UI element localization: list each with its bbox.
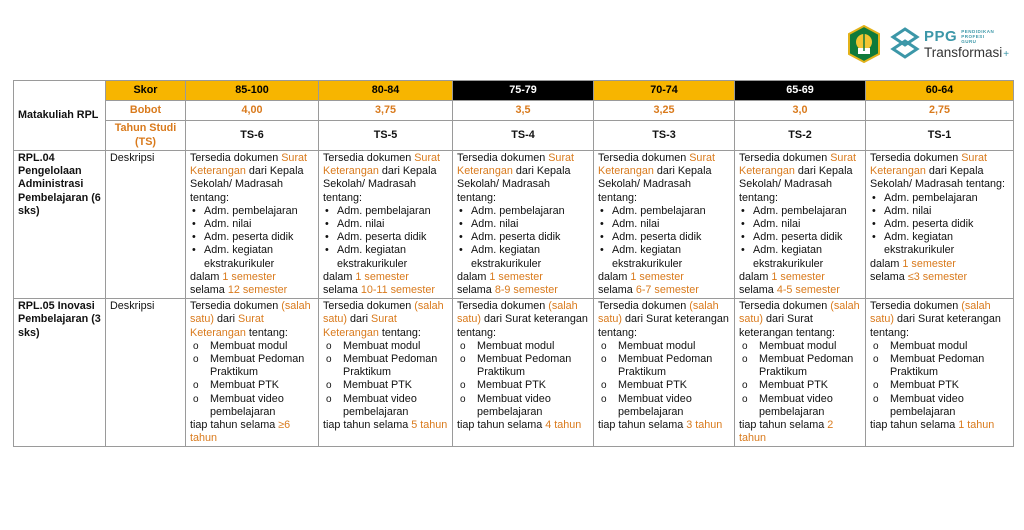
criteria-pre: Tersedia dokumen (323, 300, 412, 313)
criteria-post: tentang: (381, 326, 421, 339)
criteria-cell (186, 299, 319, 447)
criteria-pre: Tersedia dokumen (323, 152, 412, 164)
criteria-item: o Membuat modul (739, 340, 861, 353)
period-pre: tiap tahun selama (598, 419, 684, 432)
criteria-list (870, 340, 1009, 419)
duration-value: 1 semester (222, 270, 276, 283)
criteria-highlight: Surat Keterangan (457, 152, 575, 178)
bobot-cell: 3,0 (735, 101, 866, 121)
criteria-list (190, 205, 314, 271)
skor-row (14, 81, 1014, 101)
criteria-post: tentang: (248, 326, 288, 339)
criteria-item: o Membuat Pedoman Praktikum (598, 353, 730, 379)
skor-cell: 75-79 (453, 81, 594, 101)
period-value: 5 tahun (411, 419, 448, 432)
criteria-item: • Adm. pembelajaran (739, 205, 861, 218)
criteria-item: • Adm. peserta didik (598, 231, 730, 244)
criteria-mid-plain: Surat keterangan (505, 313, 588, 326)
ts-cell: TS-3 (594, 121, 735, 151)
criteria-item: • Adm. nilai (870, 205, 1009, 218)
criteria-highlight: (salah satu) (190, 300, 311, 326)
criteria-item: o Membuat modul (457, 340, 589, 353)
ppg-plus: + (1003, 48, 1010, 60)
period-line (323, 284, 448, 297)
tahun-row (14, 121, 1014, 151)
criteria-item: • Adm. peserta didik (739, 231, 861, 244)
criteria-item: o Membuat video pembelajaran (457, 393, 589, 419)
period-pre: selama (598, 284, 633, 297)
duration-value: 1 semester (355, 270, 409, 283)
period-value: 2 tahun (739, 419, 834, 445)
period-value: 4-5 semester (776, 284, 840, 297)
criteria-pre: Tersedia dokumen (190, 300, 279, 313)
period-line (457, 284, 589, 297)
course-name: RPL.05 Inovasi Pembelajaran (3 sks) (14, 299, 106, 447)
criteria-item: • Adm. kegiatan ekstrakurikuler (598, 244, 730, 270)
criteria-item: o Membuat video pembelajaran (323, 393, 448, 419)
duration-value: 1 semester (630, 270, 684, 283)
duration-line (323, 271, 448, 284)
criteria-item: • Adm. kegiatan ekstrakurikuler (323, 244, 448, 270)
duration-value: 1 semester (902, 257, 956, 270)
period-line (323, 419, 448, 432)
criteria-highlight: (salah satu) (323, 300, 444, 326)
criteria-post: dari Kepala Sekolah/ Madrasah tentang: (870, 165, 1006, 191)
skor-cell: 85-100 (186, 81, 319, 101)
period-value: 3 tahun (686, 419, 723, 432)
criteria-post: tentang: (457, 326, 497, 339)
criteria-item: o Membuat Pedoman Praktikum (190, 353, 314, 379)
criteria-text (323, 300, 448, 340)
ts-cell: TS-6 (186, 121, 319, 151)
skor-label: Skor (106, 81, 186, 101)
criteria-item: • Adm. kegiatan ekstrakurikuler (190, 244, 314, 270)
ts-cell: TS-4 (453, 121, 594, 151)
criteria-item: • Adm. kegiatan ekstrakurikuler (739, 244, 861, 270)
duration-pre: dalam (870, 257, 900, 270)
bobot-cell: 4,00 (186, 101, 319, 121)
skor-cell: 80-84 (319, 81, 453, 101)
kemenag-logo-icon (846, 25, 882, 63)
criteria-pre: Tersedia dokumen (457, 300, 546, 313)
ppg-subtitle: PENDIDIKAN PROFESI GURU (961, 28, 995, 44)
criteria-mid: dari (766, 313, 785, 326)
criteria-pre: Tersedia dokumen (190, 152, 279, 164)
criteria-item: • Adm. peserta didik (870, 218, 1009, 231)
rubric-table (13, 80, 1014, 447)
period-value: 10-11 semester (360, 284, 436, 297)
course-row (14, 299, 1014, 447)
criteria-mid: dari (625, 313, 644, 326)
skor-cell: 60-64 (866, 81, 1014, 101)
criteria-pre: Tersedia dokumen (457, 152, 546, 164)
criteria-list (457, 205, 589, 271)
criteria-item: • Adm. kegiatan ekstrakurikuler (870, 231, 1009, 257)
criteria-text (190, 152, 314, 205)
criteria-highlight: Surat Keterangan (598, 152, 716, 178)
matakuliah-header: Matakuliah RPL (14, 81, 106, 151)
criteria-highlight: (salah satu) (739, 300, 860, 326)
ppg-title: PPG (924, 27, 958, 45)
duration-line (739, 271, 861, 284)
criteria-highlight: (salah satu) (598, 300, 719, 326)
criteria-mid: dari (350, 313, 369, 326)
criteria-item: • Adm. peserta didik (457, 231, 589, 244)
criteria-item: o Membuat video pembelajaran (739, 393, 861, 419)
criteria-highlight: Surat Keterangan (739, 152, 857, 178)
criteria-cell (453, 299, 594, 447)
period-line (598, 419, 730, 432)
criteria-list (598, 205, 730, 271)
period-pre: selama (323, 284, 358, 297)
criteria-list (190, 340, 314, 419)
ppg-wordmark (924, 29, 1009, 60)
criteria-text (598, 152, 730, 205)
criteria-cell (319, 299, 453, 447)
criteria-highlight: (salah satu) (870, 300, 991, 326)
criteria-item: • Adm. kegiatan ekstrakurikuler (457, 244, 589, 270)
bobot-cell: 3,5 (453, 101, 594, 121)
criteria-item: • Adm. nilai (323, 218, 448, 231)
duration-pre: dalam (598, 270, 628, 283)
ts-cell: TS-5 (319, 121, 453, 151)
criteria-highlight: Surat Keterangan (323, 152, 441, 178)
ts-cell: TS-1 (866, 121, 1014, 151)
criteria-text (457, 300, 589, 340)
criteria-highlight-2: Surat Keterangan (323, 313, 397, 339)
period-line (870, 419, 1009, 432)
course-row (14, 151, 1014, 299)
bobot-cell: 3,25 (594, 101, 735, 121)
period-pre: tiap tahun selama (739, 419, 825, 432)
criteria-item: o Membuat PTK (870, 379, 1009, 392)
criteria-item: • Adm. nilai (598, 218, 730, 231)
criteria-item: o Membuat PTK (739, 379, 861, 392)
criteria-item: o Membuat PTK (598, 379, 730, 392)
criteria-item: • Adm. peserta didik (190, 231, 314, 244)
criteria-highlight: (salah satu) (457, 300, 578, 326)
criteria-cell (866, 299, 1014, 447)
criteria-item: o Membuat modul (870, 340, 1009, 353)
criteria-item: o Membuat modul (190, 340, 314, 353)
course-name: RPL.04 Pengelolaan Administrasi Pembelajaran (6 sks) (14, 151, 106, 299)
criteria-pre: Tersedia dokumen (598, 152, 687, 164)
skor-cell: 70-74 (594, 81, 735, 101)
header (0, 0, 1024, 78)
criteria-highlight: Surat Keterangan (870, 152, 988, 178)
criteria-pre: Tersedia dokumen (739, 152, 828, 164)
ts-cell: TS-2 (735, 121, 866, 151)
period-line (457, 419, 589, 432)
period-line (190, 284, 314, 297)
criteria-text (739, 300, 861, 340)
tahun-label: Tahun Studi (TS) (106, 121, 186, 151)
criteria-item: • Adm. nilai (739, 218, 861, 231)
bobot-label: Bobot (106, 101, 186, 121)
period-value: 1 tahun (958, 419, 995, 432)
criteria-item: • Adm. nilai (190, 218, 314, 231)
criteria-text (870, 300, 1009, 340)
criteria-highlight-2: Surat Keterangan (190, 313, 264, 339)
period-pre: tiap tahun selama (870, 419, 956, 432)
duration-line (190, 271, 314, 284)
criteria-item: o Membuat PTK (457, 379, 589, 392)
criteria-post: dari Kepala Sekolah/ Madrasah tentang: (739, 165, 853, 204)
criteria-item: o Membuat PTK (190, 379, 314, 392)
duration-line (870, 258, 1009, 271)
period-line (870, 271, 1009, 284)
period-value: ≤3 semester (907, 270, 968, 283)
duration-value: 1 semester (771, 270, 825, 283)
criteria-mid: dari (217, 313, 236, 326)
deskripsi-label: Deskripsi (106, 151, 186, 299)
duration-line (598, 271, 730, 284)
criteria-item: o Membuat video pembelajaran (598, 393, 730, 419)
criteria-post: tentang: (796, 326, 836, 339)
criteria-post: dari Kepala Sekolah/ Madrasah tentang: (598, 165, 712, 204)
criteria-item: o Membuat PTK (323, 379, 448, 392)
criteria-mid-plain: Surat keterangan (739, 313, 813, 339)
criteria-cell (735, 151, 866, 299)
logo-area (846, 24, 1009, 64)
duration-pre: dalam (190, 270, 220, 283)
criteria-post: tentang: (870, 326, 910, 339)
period-value: 6-7 semester (635, 284, 699, 297)
period-value: 4 tahun (545, 419, 582, 432)
period-line (739, 419, 861, 445)
criteria-list (323, 340, 448, 419)
criteria-highlight: Surat Keterangan (190, 152, 308, 178)
duration-pre: dalam (323, 270, 353, 283)
deskripsi-label: Deskripsi (106, 299, 186, 447)
criteria-text (598, 300, 730, 340)
criteria-pre: Tersedia dokumen (739, 300, 828, 313)
criteria-list (739, 205, 861, 271)
criteria-mid: dari (897, 313, 916, 326)
criteria-mid: dari (484, 313, 503, 326)
criteria-item: o Membuat Pedoman Praktikum (323, 353, 448, 379)
period-pre: tiap tahun selama (323, 419, 409, 432)
ppg-transformasi: Transformasi (924, 44, 1003, 60)
criteria-text (323, 152, 448, 205)
skor-cell: 65-69 (735, 81, 866, 101)
criteria-item: o Membuat modul (323, 340, 448, 353)
period-pre: tiap tahun selama (457, 419, 543, 432)
period-pre: selama (739, 284, 774, 297)
criteria-item: • Adm. pembelajaran (323, 205, 448, 218)
criteria-text (190, 300, 314, 340)
criteria-item: • Adm. pembelajaran (457, 205, 589, 218)
criteria-item: o Membuat Pedoman Praktikum (870, 353, 1009, 379)
period-pre: selama (457, 284, 492, 297)
criteria-cell (594, 151, 735, 299)
criteria-pre: Tersedia dokumen (598, 300, 687, 313)
criteria-item: • Adm. pembelajaran (190, 205, 314, 218)
criteria-cell (186, 151, 319, 299)
ppg-logo-icon (890, 27, 920, 61)
criteria-item: o Membuat modul (598, 340, 730, 353)
criteria-cell (319, 151, 453, 299)
criteria-item: o Membuat video pembelajaran (870, 393, 1009, 419)
criteria-list (598, 340, 730, 419)
period-line (598, 284, 730, 297)
criteria-item: • Adm. pembelajaran (598, 205, 730, 218)
criteria-post: tentang: (598, 326, 638, 339)
criteria-item: • Adm. nilai (457, 218, 589, 231)
criteria-mid-plain: Surat keterangan (646, 313, 729, 326)
criteria-post: dari Kepala Sekolah/ Madrasah tentang: (323, 165, 437, 204)
period-pre: selama (190, 284, 225, 297)
duration-line (457, 271, 589, 284)
criteria-item: • Adm. pembelajaran (870, 192, 1009, 205)
period-value: ≥6 tahun (190, 419, 291, 445)
period-value: 12 semester (227, 284, 288, 297)
criteria-cell (453, 151, 594, 299)
criteria-cell (594, 299, 735, 447)
criteria-pre: Tersedia dokumen (870, 300, 959, 313)
duration-value: 1 semester (489, 270, 543, 283)
criteria-post: dari Kepala Sekolah/ Madrasah tentang: (457, 165, 571, 204)
criteria-list (739, 340, 861, 419)
bobot-cell: 3,75 (319, 101, 453, 121)
period-line (739, 284, 861, 297)
period-pre: tiap tahun selama (190, 419, 276, 432)
criteria-list (457, 340, 589, 419)
duration-pre: dalam (457, 270, 487, 283)
criteria-item: o Membuat Pedoman Praktikum (457, 353, 589, 379)
criteria-list (870, 192, 1009, 258)
duration-pre: dalam (739, 270, 769, 283)
criteria-list (323, 205, 448, 271)
criteria-item: • Adm. peserta didik (323, 231, 448, 244)
criteria-text (457, 152, 589, 205)
criteria-pre: Tersedia dokumen (870, 152, 959, 164)
criteria-cell (735, 299, 866, 447)
criteria-item: o Membuat video pembelajaran (190, 393, 314, 419)
period-value: 8-9 semester (494, 284, 558, 297)
criteria-text (870, 152, 1009, 192)
period-pre: selama (870, 270, 905, 283)
criteria-post: dari Kepala Sekolah/ Madrasah tentang: (190, 165, 304, 204)
bobot-row (14, 101, 1014, 121)
criteria-item: o Membuat Pedoman Praktikum (739, 353, 861, 379)
period-line (190, 419, 314, 445)
criteria-cell (866, 151, 1014, 299)
criteria-text (739, 152, 861, 205)
bobot-cell: 2,75 (866, 101, 1014, 121)
criteria-mid-plain: Surat keterangan (918, 313, 1001, 326)
